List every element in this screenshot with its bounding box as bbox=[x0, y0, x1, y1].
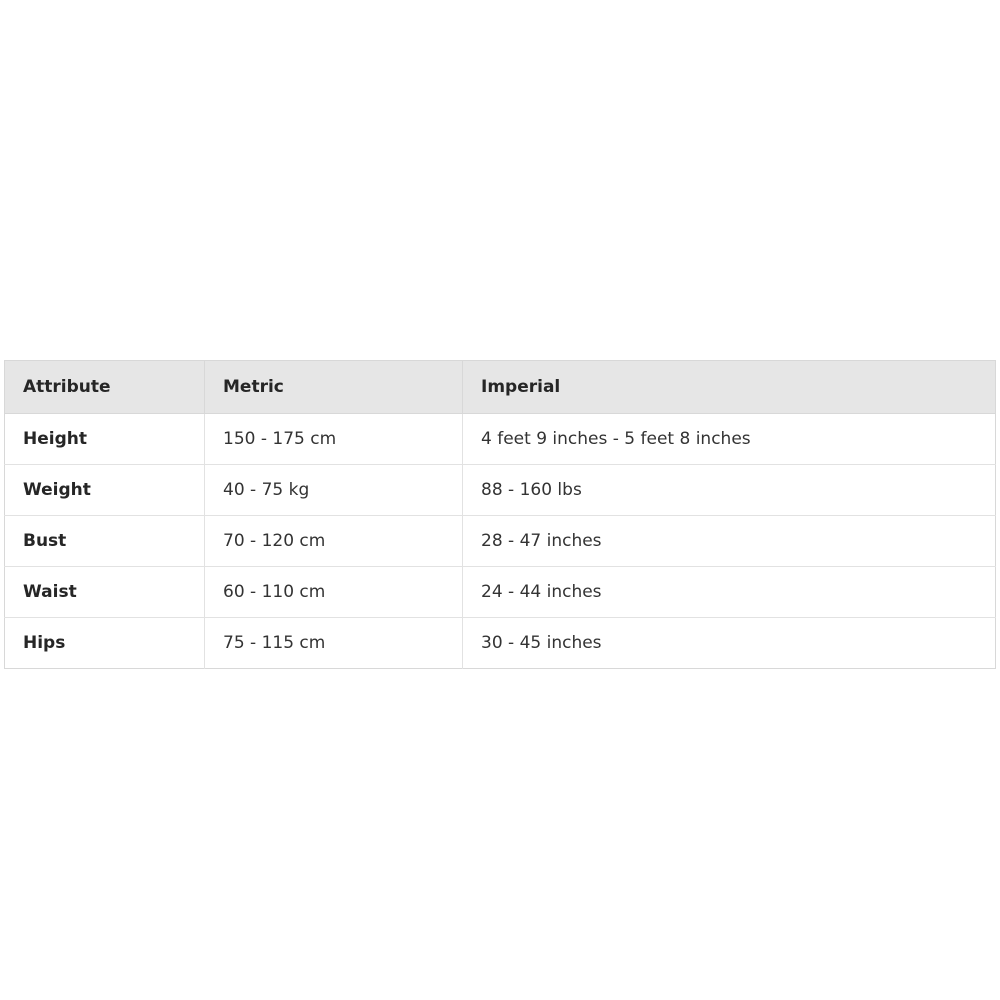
cell-attribute: Bust bbox=[5, 516, 205, 567]
table-row bbox=[5, 465, 996, 516]
cell-imperial: 30 - 45 inches bbox=[463, 618, 996, 669]
table-row bbox=[5, 618, 996, 669]
column-header-imperial: Imperial bbox=[463, 361, 996, 414]
column-header-attribute: Attribute bbox=[5, 361, 205, 414]
table-header bbox=[5, 361, 996, 414]
table-row bbox=[5, 516, 996, 567]
column-header-metric: Metric bbox=[205, 361, 463, 414]
table-body bbox=[5, 414, 996, 669]
cell-metric: 75 - 115 cm bbox=[205, 618, 463, 669]
cell-attribute: Waist bbox=[5, 567, 205, 618]
specification-table-container bbox=[4, 360, 996, 669]
cell-metric: 70 - 120 cm bbox=[205, 516, 463, 567]
cell-attribute: Height bbox=[5, 414, 205, 465]
table-header-row bbox=[5, 361, 996, 414]
cell-metric: 60 - 110 cm bbox=[205, 567, 463, 618]
cell-imperial: 4 feet 9 inches - 5 feet 8 inches bbox=[463, 414, 996, 465]
cell-imperial: 28 - 47 inches bbox=[463, 516, 996, 567]
cell-imperial: 24 - 44 inches bbox=[463, 567, 996, 618]
measurement-table bbox=[4, 360, 996, 669]
cell-metric: 40 - 75 kg bbox=[205, 465, 463, 516]
cell-metric: 150 - 175 cm bbox=[205, 414, 463, 465]
cell-attribute: Hips bbox=[5, 618, 205, 669]
table-row bbox=[5, 414, 996, 465]
table-row bbox=[5, 567, 996, 618]
cell-attribute: Weight bbox=[5, 465, 205, 516]
cell-imperial: 88 - 160 lbs bbox=[463, 465, 996, 516]
